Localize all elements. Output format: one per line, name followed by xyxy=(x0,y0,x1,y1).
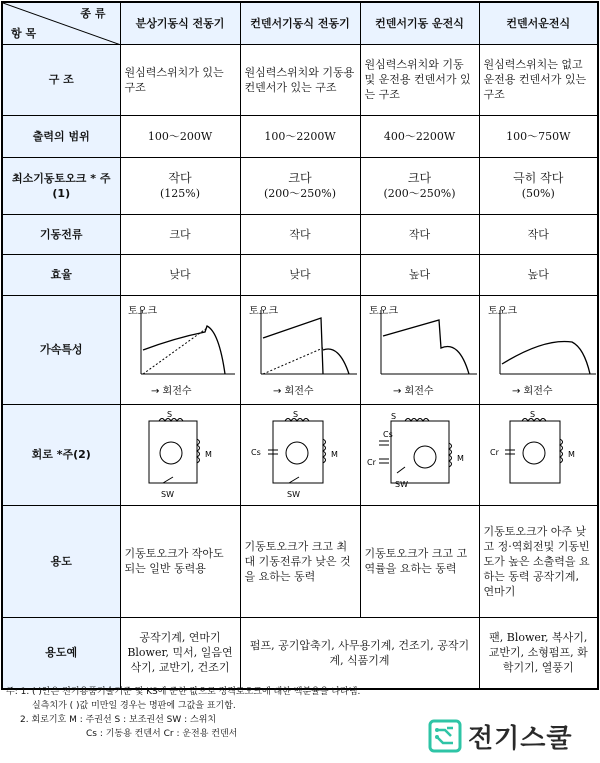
switch-label: SW xyxy=(394,479,408,489)
cell-current-4: 작다 xyxy=(479,214,598,254)
row-label-efficiency: 효율 xyxy=(2,254,120,295)
row-usage xyxy=(2,505,598,617)
cell-output-3: 400～2200W xyxy=(360,115,479,157)
axis-y-label: 토오크 xyxy=(487,305,517,317)
torque-value: 극히 작다 xyxy=(513,170,564,185)
axis-y-label: 토오크 xyxy=(127,305,157,317)
cell-torque-4 xyxy=(479,157,598,214)
cell-accel-4 xyxy=(479,295,598,404)
switch-label: SW xyxy=(286,489,300,499)
torque-speed-curve-4 xyxy=(484,298,600,402)
note-2-cont: Cs : 기동용 컨덴서 Cr : 운전용 컨덴서 xyxy=(86,729,238,739)
cell-accel-1 xyxy=(120,295,240,404)
row-acceleration xyxy=(2,295,598,404)
start-capacitor-label: Cs xyxy=(382,429,393,439)
column-header-capacitor-start-run: 컨덴서기동 운전식 xyxy=(360,2,479,44)
run-capacitor-label: Cr xyxy=(489,447,499,457)
cell-structure-1: 원심력스위치가 있는 구조 xyxy=(120,44,240,115)
cell-torque-2 xyxy=(240,157,360,214)
cell-accel-3 xyxy=(360,295,479,404)
header-row xyxy=(2,2,598,44)
cell-circuit-2 xyxy=(240,404,360,505)
corner-header xyxy=(2,2,120,44)
corner-top-label: 종 류 xyxy=(80,7,106,20)
torque-percent: (50%) xyxy=(521,186,555,200)
cell-structure-3: 원심력스위치와 기동 및 운전용 컨덴서가 있는 구조 xyxy=(360,44,479,115)
row-label-usage: 용도 xyxy=(2,505,120,617)
run-capacitor-label: Cr xyxy=(366,457,376,467)
cell-output-1: 100～200W xyxy=(120,115,240,157)
cell-accel-2 xyxy=(240,295,360,404)
row-output xyxy=(2,115,598,157)
circuit-diagram-4 xyxy=(484,407,600,503)
cell-usage-2: 기동토오크가 크고 최대 기동전류가 낮은 것을 요하는 동력 xyxy=(240,505,360,617)
cell-efficiency-2: 낮다 xyxy=(240,254,360,295)
note-1-cont: 실측치가 ( )값 미만일 경우는 명판에 그값을 표기함. xyxy=(32,701,236,711)
circuit-diagram-2 xyxy=(245,407,363,503)
row-start-current xyxy=(2,214,598,254)
cell-examples-1: 공작기계, 연마기 Blower, 믹서, 일음연삭기, 교반기, 건조기 xyxy=(120,617,240,689)
cell-output-4: 100～750W xyxy=(479,115,598,157)
cell-structure-4: 원심력스위치는 없고 운전용 컨덴서가 있는 구조 xyxy=(479,44,598,115)
row-efficiency xyxy=(2,254,598,295)
cell-efficiency-1: 낮다 xyxy=(120,254,240,295)
main-winding-label: M xyxy=(330,449,338,459)
row-torque xyxy=(2,157,598,214)
aux-winding-label: S xyxy=(292,409,298,419)
cell-torque-1 xyxy=(120,157,240,214)
brand-watermark xyxy=(428,716,596,756)
cell-efficiency-4: 높다 xyxy=(479,254,598,295)
axis-y-label: 토오크 xyxy=(368,305,398,317)
torque-speed-curve-2 xyxy=(245,298,363,402)
row-label-acceleration: 가속특성 xyxy=(2,295,120,404)
circuit-diagram-3 xyxy=(365,407,483,503)
cell-current-3: 작다 xyxy=(360,214,479,254)
start-capacitor-label: Cs xyxy=(250,447,261,457)
aux-winding-label: S xyxy=(166,409,172,419)
aux-winding-label: S xyxy=(390,411,396,421)
column-header-split-phase: 분상기동식 전동기 xyxy=(120,2,240,44)
note-2: 2. 회로기호 M : 주권선 S : 보조권선 SW : 스위치 xyxy=(20,715,217,725)
column-header-capacitor-run: 컨덴서운전식 xyxy=(479,2,598,44)
cell-examples-4: 팬, Blower, 복사기, 교반기, 소형펌프, 화학기기, 열풍기 xyxy=(479,617,598,689)
row-label-circuit: 회로 *주(2) xyxy=(2,404,120,505)
switch-label: SW xyxy=(160,489,174,499)
row-label-torque: 최소기동토오크 * 주(1) xyxy=(2,157,120,214)
cell-circuit-3 xyxy=(360,404,479,505)
row-label-start-current: 기동전류 xyxy=(2,214,120,254)
axis-y-label: 토오크 xyxy=(248,305,278,317)
cell-circuit-4 xyxy=(479,404,598,505)
cell-usage-1: 기동토오크가 작아도 되는 일반 동력용 xyxy=(120,505,240,617)
cell-output-2: 100～2200W xyxy=(240,115,360,157)
cell-current-1: 크다 xyxy=(120,214,240,254)
axis-x-label: → 회전수 xyxy=(150,385,192,397)
axis-x-label: → 회전수 xyxy=(392,385,434,397)
cell-usage-3: 기동토오크가 크고 고역률을 요하는 동력 xyxy=(360,505,479,617)
torque-value: 크다 xyxy=(288,170,312,185)
circuit-board-logo-icon xyxy=(428,719,462,753)
torque-value: 크다 xyxy=(407,170,432,185)
cell-efficiency-3: 높다 xyxy=(360,254,479,295)
column-header-capacitor-start: 컨덴서기동식 전동기 xyxy=(240,2,360,44)
main-winding-label: M xyxy=(456,453,464,463)
note-1: 주: 1. ( )안은 전기용품기술기준 및 KS에 준한 값으로 정격토오크에 대한 백분율을 나타냄. xyxy=(6,687,361,697)
torque-percent: (200～250%) xyxy=(263,186,337,200)
row-label-structure: 구 조 xyxy=(2,44,120,115)
torque-speed-curve-1 xyxy=(125,298,241,402)
main-winding-label: M xyxy=(567,449,575,459)
main-winding-label: M xyxy=(204,449,212,459)
cell-structure-2: 원심력스위치와 기동용 컨덴서가 있는 구조 xyxy=(240,44,360,115)
corner-bottom-label: 항 목 xyxy=(11,26,37,40)
aux-winding-label: S xyxy=(529,409,535,419)
torque-speed-curve-3 xyxy=(365,298,483,402)
row-circuit xyxy=(2,404,598,505)
row-examples xyxy=(2,617,598,689)
axis-x-label: → 회전수 xyxy=(511,385,553,397)
row-label-examples: 용도예 xyxy=(2,617,120,689)
brand-name: 전기스쿨 xyxy=(468,723,573,754)
cell-usage-4: 기동토오크가 아주 낮고 정·역회전및 기동빈도가 높은 소출력을 요하는 동력 공작기계, 연마기 xyxy=(479,505,598,617)
circuit-diagram-1 xyxy=(125,407,241,503)
footnotes xyxy=(6,685,426,741)
torque-value: 작다 xyxy=(168,170,192,185)
torque-percent: (125%) xyxy=(159,186,201,200)
cell-torque-3 xyxy=(360,157,479,214)
cell-current-2: 작다 xyxy=(240,214,360,254)
torque-percent: (200～250%) xyxy=(383,186,456,200)
row-label-output: 출력의 범위 xyxy=(2,115,120,157)
row-structure xyxy=(2,44,598,115)
motor-comparison-table xyxy=(1,1,599,690)
axis-x-label: → 회전수 xyxy=(272,385,314,397)
cell-circuit-1 xyxy=(120,404,240,505)
cell-examples-2-3: 펌프, 공기압축기, 사무용기계, 건조기, 공작기계, 식품기계 xyxy=(240,617,479,689)
